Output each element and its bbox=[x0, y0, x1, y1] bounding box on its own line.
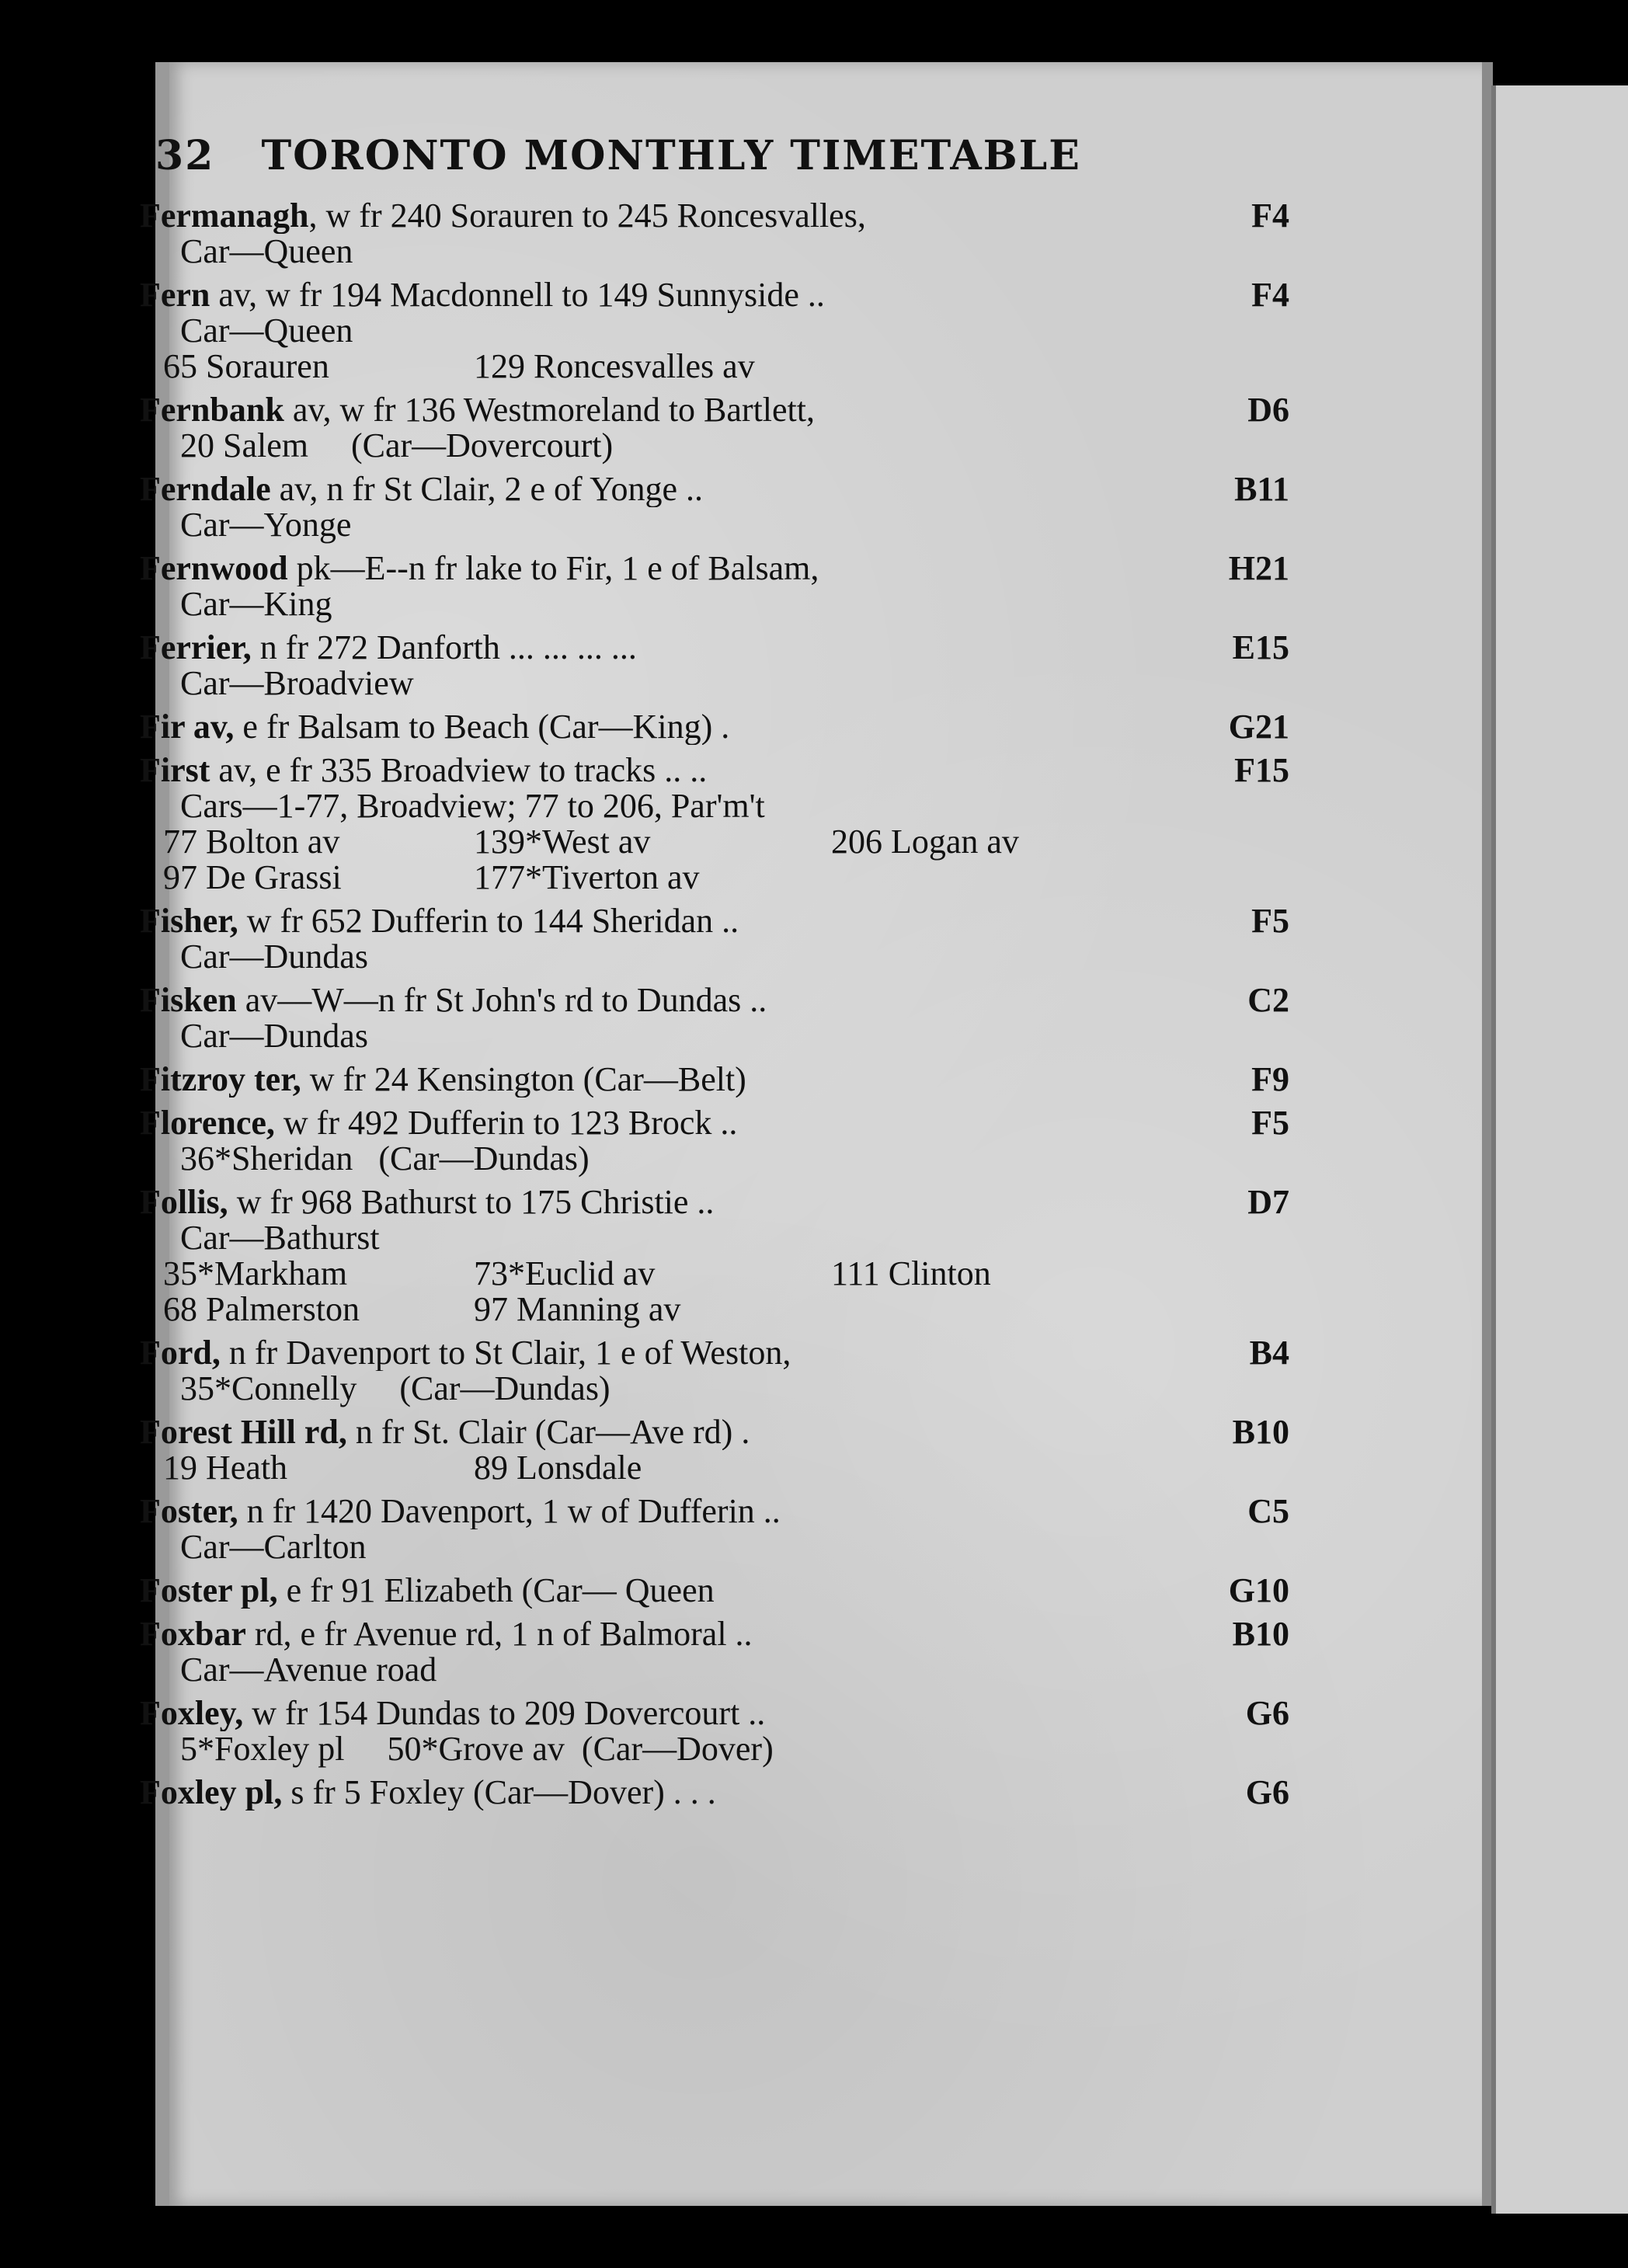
street-description bbox=[140, 1335, 791, 1371]
street-route: w fr 154 Dundas to 209 Dovercourt .. bbox=[243, 1696, 766, 1731]
street-description bbox=[140, 983, 767, 1018]
cross-street: 129 Roncesvalles av bbox=[474, 347, 755, 385]
cross-street-row bbox=[140, 1292, 1289, 1327]
map-grid-reference: E15 bbox=[1232, 628, 1289, 666]
cross-street-row bbox=[140, 1450, 1289, 1486]
street-route: e fr 91 Elizabeth (Car— Queen bbox=[277, 1573, 715, 1609]
cross-street: 89 Lonsdale bbox=[474, 1449, 642, 1487]
street-route: n fr 1420 Davenport, 1 w of Dufferin .. bbox=[238, 1494, 781, 1529]
street-description bbox=[140, 1414, 750, 1450]
street-name: Foster pl, bbox=[140, 1573, 278, 1609]
street-entry-main-line bbox=[140, 198, 1289, 234]
page-header bbox=[155, 132, 1274, 179]
street-entry-main-line bbox=[140, 1696, 1289, 1731]
street-route: pk—E--n fr lake to Fir, 1 e of Balsam, bbox=[287, 551, 819, 586]
street-description bbox=[140, 630, 637, 666]
street-name: Fisken bbox=[140, 983, 237, 1018]
street-route: w fr 24 Kensington (Car—Belt) bbox=[301, 1062, 746, 1097]
streetcar-line: 36*Sheridan (Car—Dundas) bbox=[180, 1139, 590, 1177]
street-route: av, w fr 194 Macdonnell to 149 Sunnyside .. bbox=[210, 277, 825, 313]
cross-street: 73*Euclid av bbox=[474, 1254, 656, 1292]
street-entry bbox=[140, 1696, 1289, 1767]
street-name: Fitzroy ter, bbox=[140, 1062, 301, 1097]
street-name: Follis, bbox=[140, 1184, 228, 1220]
streetcar-line: Car—Queen bbox=[180, 311, 353, 350]
street-entry bbox=[140, 903, 1289, 975]
street-description bbox=[140, 753, 707, 788]
street-entry-main-line bbox=[140, 1414, 1289, 1450]
street-name: Ford, bbox=[140, 1335, 221, 1371]
street-entry bbox=[140, 551, 1289, 622]
street-name: Forest Hill rd, bbox=[140, 1414, 347, 1450]
street-entry-main-line bbox=[140, 983, 1289, 1018]
street-entry-main-line bbox=[140, 471, 1289, 507]
street-name: Ferrier, bbox=[140, 630, 252, 666]
street-entry bbox=[140, 983, 1289, 1054]
map-grid-reference: B11 bbox=[1234, 470, 1289, 508]
street-name: Fisher, bbox=[140, 903, 238, 939]
streetcar-line: Car—Yonge bbox=[180, 506, 352, 544]
street-name: Foxbar bbox=[140, 1616, 246, 1652]
street-description bbox=[140, 1573, 715, 1609]
street-entry-main-line bbox=[140, 1573, 1289, 1609]
street-name: Fernbank bbox=[140, 392, 284, 428]
streetcar-line: Car—Avenue road bbox=[180, 1651, 437, 1689]
map-grid-reference: F5 bbox=[1251, 902, 1289, 940]
street-route: av—W—n fr St John's rd to Dundas .. bbox=[236, 983, 767, 1018]
street-description bbox=[140, 1494, 781, 1529]
map-grid-reference: F9 bbox=[1251, 1060, 1289, 1098]
street-route: rd, e fr Avenue rd, 1 n of Balmoral .. bbox=[245, 1616, 753, 1652]
street-route: av, n fr St Clair, 2 e of Yonge .. bbox=[270, 471, 703, 507]
streetcar-line: Car—Queen bbox=[180, 232, 353, 270]
street-route: n fr St. Clair (Car—Ave rd) . bbox=[346, 1414, 750, 1450]
cross-street: 65 Sorauren bbox=[163, 347, 329, 385]
street-description bbox=[140, 903, 739, 939]
street-entry bbox=[140, 1335, 1289, 1407]
street-name: Foxley, bbox=[140, 1696, 244, 1731]
street-entry bbox=[140, 1062, 1289, 1097]
street-description bbox=[140, 1105, 737, 1141]
street-entry-main-line bbox=[140, 551, 1289, 586]
streetcar-line: 5*Foxley pl 50*Grove av (Car—Dover) bbox=[180, 1730, 774, 1768]
map-grid-reference: D7 bbox=[1247, 1183, 1289, 1221]
street-route: n fr 272 Danforth ... ... ... ... bbox=[251, 630, 637, 666]
street-entry bbox=[140, 1105, 1289, 1177]
street-entry-main-line bbox=[140, 1062, 1289, 1097]
street-route: e fr Balsam to Beach (Car—King) . bbox=[234, 709, 730, 745]
street-entry-main-line bbox=[140, 1335, 1289, 1371]
header-title: TORONTO MONTHLY TIMETABLE bbox=[261, 132, 1081, 179]
map-grid-reference: F5 bbox=[1251, 1104, 1289, 1142]
cross-street: 139*West av bbox=[474, 823, 651, 861]
street-entry-main-line bbox=[140, 1775, 1289, 1811]
street-name: Fern bbox=[140, 277, 210, 313]
street-entry bbox=[140, 471, 1289, 543]
map-grid-reference: G10 bbox=[1228, 1571, 1289, 1609]
street-route: n fr Davenport to St Clair, 1 e of Weston, bbox=[220, 1335, 791, 1371]
streetcar-line: Car—Broadview bbox=[180, 664, 414, 702]
street-entry bbox=[140, 753, 1289, 896]
street-entry-main-line bbox=[140, 1105, 1289, 1141]
cross-street-row bbox=[140, 860, 1289, 896]
map-grid-reference: F4 bbox=[1251, 197, 1289, 235]
street-entry bbox=[140, 198, 1289, 270]
street-route: , w fr 240 Sorauren to 245 Roncesvalles, bbox=[308, 198, 866, 234]
map-grid-reference: H21 bbox=[1228, 549, 1289, 587]
page-number: 32 bbox=[155, 132, 215, 179]
street-entry-main-line bbox=[140, 903, 1289, 939]
street-route: w fr 652 Dufferin to 144 Sheridan .. bbox=[238, 903, 739, 939]
cross-street: 111 Clinton bbox=[831, 1254, 991, 1292]
street-name: Ferndale bbox=[140, 471, 271, 507]
map-grid-reference: C5 bbox=[1247, 1492, 1289, 1530]
streetcar-line: 35*Connelly (Car—Dundas) bbox=[180, 1369, 610, 1407]
street-description bbox=[140, 1696, 765, 1731]
cross-street: 77 Bolton av bbox=[163, 823, 340, 861]
street-name: Fir av, bbox=[140, 709, 235, 745]
cross-street: 177*Tiverton av bbox=[474, 858, 700, 896]
street-description bbox=[140, 1775, 716, 1811]
map-grid-reference: G21 bbox=[1228, 708, 1289, 746]
street-route: av, w fr 136 Westmoreland to Bartlett, bbox=[284, 392, 816, 428]
street-entry-main-line bbox=[140, 630, 1289, 666]
street-entry bbox=[140, 630, 1289, 701]
street-name: Foster, bbox=[140, 1494, 238, 1529]
street-entry-main-line bbox=[140, 1184, 1289, 1220]
map-grid-reference: B10 bbox=[1232, 1413, 1289, 1451]
street-route: w fr 968 Bathurst to 175 Christie .. bbox=[228, 1184, 715, 1220]
facing-page-edge bbox=[1491, 85, 1628, 2214]
street-description bbox=[140, 1616, 753, 1652]
street-entry bbox=[140, 392, 1289, 464]
street-route: av, e fr 335 Broadview to tracks .. .. bbox=[210, 753, 708, 788]
street-description bbox=[140, 471, 703, 507]
street-entry bbox=[140, 1573, 1289, 1609]
street-entry bbox=[140, 1184, 1289, 1327]
streetcar-line: Car—Carlton bbox=[180, 1528, 367, 1566]
street-entry-main-line bbox=[140, 277, 1289, 313]
street-name: First bbox=[140, 753, 210, 788]
map-grid-reference: G6 bbox=[1245, 1694, 1289, 1732]
street-entry-main-line bbox=[140, 1616, 1289, 1652]
street-description bbox=[140, 1062, 746, 1097]
street-name: Foxley pl, bbox=[140, 1775, 283, 1811]
street-entry-main-line bbox=[140, 392, 1289, 428]
cross-street: 35*Markham bbox=[163, 1254, 348, 1292]
street-entry bbox=[140, 1775, 1289, 1811]
street-description bbox=[140, 392, 815, 428]
street-entry-main-line bbox=[140, 1494, 1289, 1529]
street-name: Florence, bbox=[140, 1105, 275, 1141]
streetcar-line: Cars—1-77, Broadview; 77 to 206, Par'm't bbox=[180, 787, 765, 825]
street-entry bbox=[140, 1414, 1289, 1486]
map-grid-reference: D6 bbox=[1247, 391, 1289, 429]
map-grid-reference: F15 bbox=[1234, 751, 1289, 789]
streetcar-line: 20 Salem (Car—Dovercourt) bbox=[180, 426, 614, 464]
streetcar-line: Car—Dundas bbox=[180, 937, 368, 976]
cross-street-row bbox=[140, 824, 1289, 860]
streetcar-line: Car—Bathurst bbox=[180, 1219, 380, 1257]
street-entry bbox=[140, 1494, 1289, 1565]
cross-street-row bbox=[140, 1256, 1289, 1292]
cross-street-row bbox=[140, 349, 1289, 384]
map-grid-reference: G6 bbox=[1245, 1773, 1289, 1811]
streetcar-line: Car—Dundas bbox=[180, 1017, 368, 1055]
street-description bbox=[140, 277, 825, 313]
map-grid-reference: F4 bbox=[1251, 276, 1289, 314]
street-description bbox=[140, 551, 819, 586]
street-entry bbox=[140, 709, 1289, 745]
cross-street: 68 Palmerston bbox=[163, 1290, 360, 1328]
map-grid-reference: C2 bbox=[1247, 981, 1289, 1019]
street-entry bbox=[140, 1616, 1289, 1688]
street-name: Fernwood bbox=[140, 551, 288, 586]
street-description bbox=[140, 1184, 714, 1220]
street-name: Fermanagh bbox=[140, 198, 309, 234]
street-entry bbox=[140, 277, 1289, 384]
street-description bbox=[140, 198, 866, 234]
map-grid-reference: B4 bbox=[1249, 1334, 1289, 1372]
cross-street: 206 Logan av bbox=[831, 823, 1019, 861]
cross-street: 19 Heath bbox=[163, 1449, 288, 1487]
street-route: s fr 5 Foxley (Car—Dover) . . . bbox=[282, 1775, 716, 1811]
street-description bbox=[140, 709, 729, 745]
map-grid-reference: B10 bbox=[1232, 1615, 1289, 1653]
streetcar-line: Car—King bbox=[180, 585, 332, 623]
street-entry-main-line bbox=[140, 709, 1289, 745]
cross-street: 97 Manning av bbox=[474, 1290, 681, 1328]
cross-street: 97 De Grassi bbox=[163, 858, 342, 896]
street-directory-list bbox=[140, 198, 1289, 1818]
street-entry-main-line bbox=[140, 753, 1289, 788]
street-route: w fr 492 Dufferin to 123 Brock .. bbox=[274, 1105, 738, 1141]
